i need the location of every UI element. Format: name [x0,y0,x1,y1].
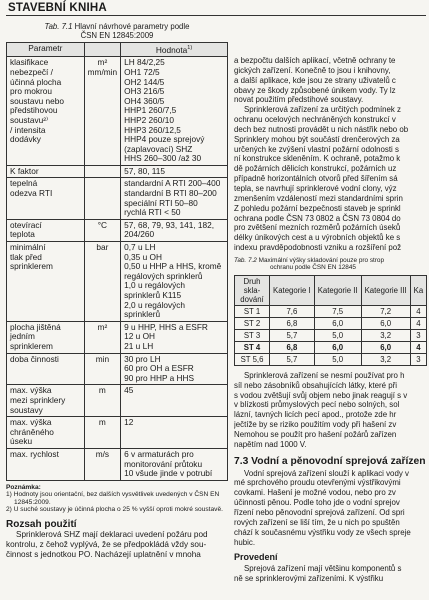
cell-line: doba činnosti [10,353,59,364]
table1-unit-cell [84,242,121,322]
table2-cell: ST 2 [235,317,270,329]
table1-caption-line2: ČSN EN 12845:2009 [80,31,154,40]
right-paragraph-3 [234,371,429,450]
table2-cell: 5,7 [270,329,315,341]
table2-cell: 3,2 [361,353,410,365]
table1-row [7,57,228,166]
cell-line: úseku [10,436,33,447]
col-header-value: Hodnota$^{1)}$ [121,43,228,57]
text-line: Z pohledu požární bezpečnosti staveb je sprinkl [234,203,401,213]
table1-row [7,417,228,449]
table1-row [7,321,228,353]
cell-line: 1,0 u regálových [124,280,186,291]
text-line: ochranu ocelových nechráněných konstrukcí v [234,115,396,125]
cell-line: 0,35 u OH [124,251,162,262]
col-header-unit [84,43,121,57]
cell-line: OH3 216/5 [124,86,165,97]
table1-param-cell [7,417,85,449]
table2-cell: 6,8 [270,317,315,329]
right-paragraph-5 [234,564,429,584]
right-paragraph-2 [234,105,429,253]
table1-unit-cell [84,57,121,166]
text-line: Sprinklerová zařízení se nesmí používat pro h [244,370,405,380]
cell-line: tepelná [10,178,38,189]
table2-cell: 7,6 [270,305,315,317]
cell-line: / intensita [10,124,46,135]
cell-line: monitorování průtoku [124,458,203,469]
text-line: a bezpočtu dalších aplikací, včetně ochrany te [234,56,396,65]
cell-line: HHP3 260/12,5 [124,124,181,135]
cell-line: mezi sprinklery [10,394,66,405]
table2-col-header: Ka [410,275,427,305]
col-header-parameter: Parametr [7,43,85,57]
table1-notes [6,484,228,514]
rozsah-line: činnost s jednotkou PO. Nacházejí uplatnění v mnoha [6,550,201,560]
table1-row [7,448,228,480]
table1-param-cell [7,385,85,417]
cell-line: klasifikace [10,57,49,68]
cell-line: rychlá RTI < 50 [124,207,181,218]
table2-cell: 5,0 [314,329,361,341]
table2-header-row [235,275,427,305]
notes-heading: Poznámka: [6,483,41,491]
cell-line: regálových sprinklerů [124,270,203,281]
table1-caption-line1: Hlavní návrhové parametry podle [74,22,190,31]
cell-line: 12 [124,417,134,428]
cell-line: plocha jištěná [10,321,61,332]
cell-line: 2,0 u regálových [124,299,186,310]
table1-caption [6,22,228,40]
cell-line: mm/min [87,66,118,77]
cell-line: standardní B RTI 80–200 [124,188,217,199]
cell-line: sprinklerem [10,261,53,272]
table2-row [235,305,427,317]
text-line: a další aplikace, kde jsou ze strany uživatelů c [234,75,396,85]
cell-line: (zaplavovací) SHZ [124,143,193,154]
cell-line: OH2 144/5 [124,76,165,87]
cell-line: odezva RTI [10,188,53,199]
text-line: Vodní sprejová zařízení slouží k aplikaci vody v [244,468,409,478]
text-line: novat použitím předstihové soustavy. [234,95,364,105]
table2-cell: 3 [410,329,427,341]
cell-line: pro mokrou [10,86,52,97]
table2-caption-line2: ochranu podle ČSN EN 12845 [270,264,356,272]
table2-label: Tab. 7.2 [234,256,257,264]
cell-line: 21 u LH [124,340,154,351]
cell-line: dodávky [10,134,41,145]
cell-line: max. rychlost [10,448,59,459]
cell-line: soustavy [10,404,43,415]
cell-line: 90 pro HHP a HHS [124,372,195,383]
note-1: 1) Hodnoty jsou orientační, bez dalších vysvětlivek uvedených v ČSN EN 12845:2009. [6,491,220,506]
cell-line: 0,7 u LH [124,242,156,253]
text-line: tepla, se navrhují sprinklerové vodní clony, výz [234,183,397,193]
cell-line: OH1 72/5 [124,66,160,77]
table1-row [7,165,228,178]
note-2: 2) U suché soustavy je účinná plocha o 25 % vyšší oproti mokré soustavě. [6,506,223,514]
book-title: STAVEBNÍ KNIHA [8,2,107,14]
table2-row [235,317,427,329]
left-column [6,22,228,560]
cell-line: max. výška [10,417,52,428]
cell-line: standardní A RTI 200–400 [124,178,221,189]
table1-value-cell [121,385,228,417]
header-rule [6,15,426,16]
table1-unit-cell [84,165,121,178]
text-line: řízení nebo pěnovodní sprejová zařízení. Od spri [234,508,405,517]
text-line: Nemohou se použít pro hašení požárů zařízen [234,429,397,439]
table1-param-cell [7,353,85,385]
text-line: covkami. Hašení je možné vodou, nebo pro zv [234,488,396,498]
table2-cell: 4 [410,341,427,353]
cell-line: 6 v armaturách pro [124,448,194,459]
table2-cell: ST 1 [235,305,270,317]
table1-unit-cell [84,219,121,241]
cell-line: sprinklerů K115 [124,290,182,301]
table1-value-cell [121,242,228,322]
table1-row [7,242,228,322]
text-line: pro zvětšení mezních rozměrů požárních úseků [234,223,401,233]
table2-cell: 4 [410,305,427,317]
cell-line: K faktor [10,165,39,176]
table2-cell: 3 [410,353,427,365]
cell-line: 0,50 u HHP a HHS, kromě [124,261,222,272]
section-heading-7-3: 7.3 Vodní a pěnovodní sprejová zařízen [234,455,426,467]
table2-row [235,341,427,353]
table2-cell: 6,0 [361,341,410,353]
text-line: obavy ze škody způsobené únikem vody. Ty lz [234,85,396,95]
table2-cell: ST 3 [235,329,270,341]
table1-param-cell [7,165,85,178]
cell-line: jedním [10,331,35,342]
table2-cell: 7,5 [314,305,361,317]
text-line: ní konstrukce skleněním. K ochraně, potažmo k [234,154,401,164]
text-line: hubic. [234,537,256,547]
table2-cell: 5,7 [270,353,315,365]
table1-param-cell [7,219,85,241]
cell-line: OH4 360/5 [124,95,165,106]
table1-row [7,385,228,417]
right-paragraph-4 [234,469,429,548]
table2-cell: 6,0 [361,317,410,329]
text-line: lázní, tavných licích pecí apod., protože zde hr [234,410,397,420]
table2-caption-line1: Maximální výšky skladování pouze pro strop [258,256,385,264]
table1-value-cell [121,178,228,219]
page-header [0,0,429,20]
text-line: ječtíže by se riziko použitím vody při hašení zv [234,420,397,430]
table1-unit-cell [84,178,121,219]
table1-row [7,353,228,385]
table1-label: Tab. 7.1 [44,22,73,31]
cell-line: HHS 260–300 /až 30 [124,153,202,164]
cell-line: nebezpečí / [10,66,53,77]
cell-line: soustavu²⁾ [10,114,49,125]
text-line: síl nebo zásobníků obsahujících látky, které při [234,380,398,390]
cell-line: LH 84/2,25 [124,57,165,68]
cell-line: tlak před [10,251,42,262]
rozsah-line: kontrolu, z čehož vyplývá, že se předpokládá vždy sou- [6,540,207,550]
text-line: mé sprchového proudu otevřenými výstřikovými [234,478,401,488]
table2-body [235,305,427,365]
table2-cell: 4 [410,317,427,329]
cell-line: 12 u OH [124,331,156,342]
table2-row [235,353,427,365]
cell-line: teplota [10,229,35,240]
cell-line: sprinklerem [10,340,53,351]
storage-heights-table [234,275,427,366]
table1-param-cell [7,178,85,219]
table1-value-cell [121,417,228,449]
cell-line: účinná plocha [10,76,62,87]
table1-value-cell [121,219,228,241]
text-line: případně horizontálních otvorů před šířením sá [234,174,398,184]
text-line: dech bez nutnosti provádět u nich nástřik nebo ob [234,124,409,134]
table2-cell: 3,2 [361,329,410,341]
table1-value-cell [121,353,228,385]
table1-header-row [7,43,228,57]
cell-line: chráněného [10,426,54,437]
cell-line: minimální [10,242,46,253]
table1-unit-cell [84,448,121,480]
cell-line: m² [97,57,108,68]
table2-col-header: Kategorie I [270,275,315,305]
cell-line: HHP1 260/7,5 [124,105,177,116]
table1-body [7,57,228,480]
cell-line: HHP4 pouze sprejový [124,134,205,145]
cell-line: min [95,353,110,364]
table2-cell: ST 5,6 [235,353,270,365]
cell-line: 57, 80, 115 [124,165,166,176]
cell-line: předstihovou [10,105,58,116]
cell-line: 9 u HHP, HHS a ESFR [124,321,208,332]
cell-line: m [98,385,106,396]
subheading-provedeni: Provedení [234,552,278,563]
table1-row [7,178,228,219]
table2-col-header: Kategorie II [314,275,361,305]
text-line: v blízkosti průmyslových pecí nebo solných, sol [234,400,400,410]
table1-unit-cell [84,321,121,353]
table1-param-cell [7,448,85,480]
cell-line: 60 pro OH a ESFR [124,363,194,374]
table1-value-cell [121,165,228,178]
text-line: Sprinklery mohou být součástí drenčerových za [234,134,400,144]
table1-value-cell [121,448,228,480]
table1-value-cell [121,57,228,166]
table1-row [7,219,228,241]
text-line: s vodou zvětšují svůj objem nebo jinak reagují s v [234,390,408,400]
cell-line: m² [97,321,108,332]
cell-line: 57, 68, 79, 93, 141, 182, [124,219,215,230]
right-paragraph-1 [234,56,429,105]
table2-cell: 5,0 [314,353,361,365]
cell-line: sprinklerů [124,309,161,320]
table2-cell: 7,2 [361,305,410,317]
table2-cell: 6,0 [314,341,361,353]
cell-line: max. výška [10,385,52,396]
table1-param-cell [7,57,85,166]
text-line: chází k současnému výstřiku vody ze všech spreje [234,527,411,537]
table2-cell: 6,0 [314,317,361,329]
text-line: napětím nad 1000 V. [234,439,307,449]
table2-row [235,329,427,341]
text-line: účinnosti pěnou. Podle toho jde o vodní sprejov [234,498,400,508]
text-line: Sprinklerová zařízení za určitých podmínek z [244,105,402,115]
table2-cell: 6,8 [270,341,315,353]
text-line: rových zařízení se liší tím, že u nich po spuštěn [234,517,400,527]
cell-line: 10 všude jinde v potrubí [124,468,213,479]
rozsah-line: Sprinklerová SHZ mají deklaraci uvedení požáru pod [16,530,208,540]
text-line: určených ke zvýšení vlastní požární odolnosti s [234,144,399,154]
cell-line: 45 [124,385,134,396]
design-parameters-table [6,42,228,481]
table1-unit-cell [84,385,121,417]
table1-value-cell [121,321,228,353]
text-line: ochrana podle ČSN 73 0802 a ČSN 73 0804 do [234,213,401,223]
text-line: gických zařízení. Konečně to jsou i knihovny, [234,65,391,75]
text-line: dě požárních dělicích konstrukcí, požárních uz [234,164,397,174]
text-line: ně se sprinklerovými zařízeními. K výstřiku [234,574,384,584]
text-line: zmenšením vzdáleností mezi standardními sprin [234,193,403,203]
table2-col-header: Druh skla-dování [235,275,270,305]
right-column [234,56,429,584]
cell-line: HHP2 260/10 [124,114,174,125]
cell-line: 30 pro LH [124,353,161,364]
text-line: Sprejová zařízení mají většinu komponentů s [244,564,402,574]
cell-line: bar [96,242,109,253]
cell-line: m [98,417,106,428]
cell-line: °C [97,219,108,230]
table1-param-cell [7,242,85,322]
cell-line: m/s [95,448,110,459]
cell-line: speciální RTI 50–80 [124,197,198,208]
table1-param-cell [7,321,85,353]
cell-line: soustavu nebo [10,95,64,106]
table1-unit-cell [84,353,121,385]
section-heading-rozsah: Rozsah použití [6,519,77,531]
cell-line: 204/260 [124,229,155,240]
cell-line: otevírací [10,219,42,230]
table2-caption [234,257,429,272]
table2-col-header: Kategorie III [361,275,410,305]
table1-unit-cell [84,417,121,449]
text-line: indexu pravděpodobnosti vzniku a rozšíření pož [234,243,402,253]
rozsah-paragraph [6,530,228,560]
table2-cell: ST 4 [235,341,270,353]
text-line: délky únikových cest a u výrobních objektů ke s [234,233,401,243]
